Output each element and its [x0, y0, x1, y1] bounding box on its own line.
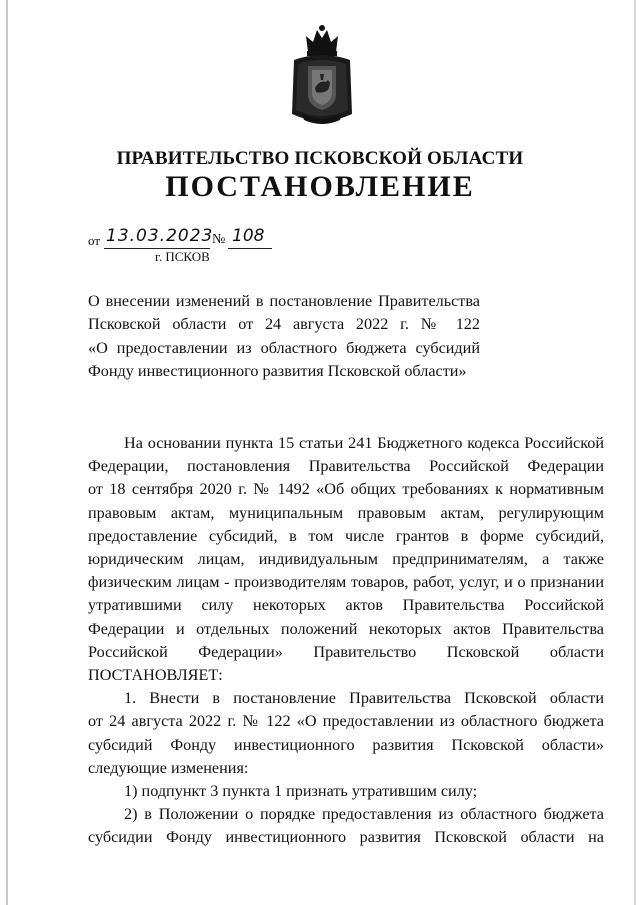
body-line: от 18 сентября 2020 г. № 1492 «Об общих требованиях к нормативным	[88, 480, 604, 499]
body-line: Российской Федерации» Правительство Псковской области	[88, 642, 604, 661]
body-line: от 24 августа 2022 г. № 122 «О предоставлении из областного бюджета	[88, 712, 604, 731]
number-underline	[228, 248, 272, 249]
body-line: 1) подпункт 3 пункта 1 признать утратившим силу;	[124, 782, 478, 801]
body-line: предоставление субсидий, в том числе грантов в форме субсидий,	[88, 526, 604, 545]
document-type: ПОСТАНОВЛЕНИЕ	[165, 170, 475, 203]
handwritten-date: 13.03.2023	[106, 226, 214, 246]
body-line: 1. Внести в постановление Правительства Псковской области	[124, 689, 604, 708]
body-line: утратившими силу некоторых актов Правительства Российской	[88, 596, 604, 615]
subject-line: Фонду инвестиционного развития Псковской области»	[88, 362, 467, 381]
document-body	[88, 432, 604, 850]
body-line: Федерации и отдельных положений некоторых актов Правительства	[88, 619, 604, 638]
coat-of-arms-emblem	[286, 22, 358, 130]
date-prefix: от	[88, 233, 101, 248]
number-prefix: №	[212, 232, 226, 247]
body-line: 2) в Положении о порядке предоставления из областного бюджета	[124, 805, 604, 824]
body-line: субсидий Фонду инвестиционного развития Псковской области»	[88, 735, 604, 754]
subject-line: Псковской области от 24 августа 2022 г. № 122	[88, 315, 480, 334]
body-line: юридическим лицам, индивидуальным предпринимателям, а также	[88, 550, 604, 569]
body-line: субсидии Фонду инвестиционного развития Псковской области на	[88, 828, 604, 847]
organization-title: ПРАВИТЕЛЬСТВО ПСКОВСКОЙ ОБЛАСТИ	[116, 148, 524, 169]
body-line: правовым актам, муниципальным правовым актам, регулирующим	[88, 503, 604, 522]
document-subject	[88, 290, 480, 384]
subject-line: О внесении изменений в постановление Правительства	[88, 292, 480, 310]
body-line: Федерации, постановления Правительства Российской Федерации	[88, 457, 604, 476]
body-line: На основании пункта 15 статьи 241 Бюджетного кодекса Российской	[124, 434, 604, 452]
scan-edge-right	[634, 0, 636, 905]
subject-line: «О предоставлении из областного бюджета субсидий	[88, 338, 480, 357]
body-line: ПОСТАНОВЛЯЕТ:	[88, 666, 223, 685]
scan-edge-left	[6, 0, 8, 905]
handwritten-number: 108	[232, 226, 265, 246]
city-label: г. ПСКОВ	[155, 249, 210, 264]
body-line: следующие изменения:	[88, 758, 249, 777]
body-line: физическим лицам - производителям товаров, работ, услуг, и о признании	[88, 573, 604, 592]
